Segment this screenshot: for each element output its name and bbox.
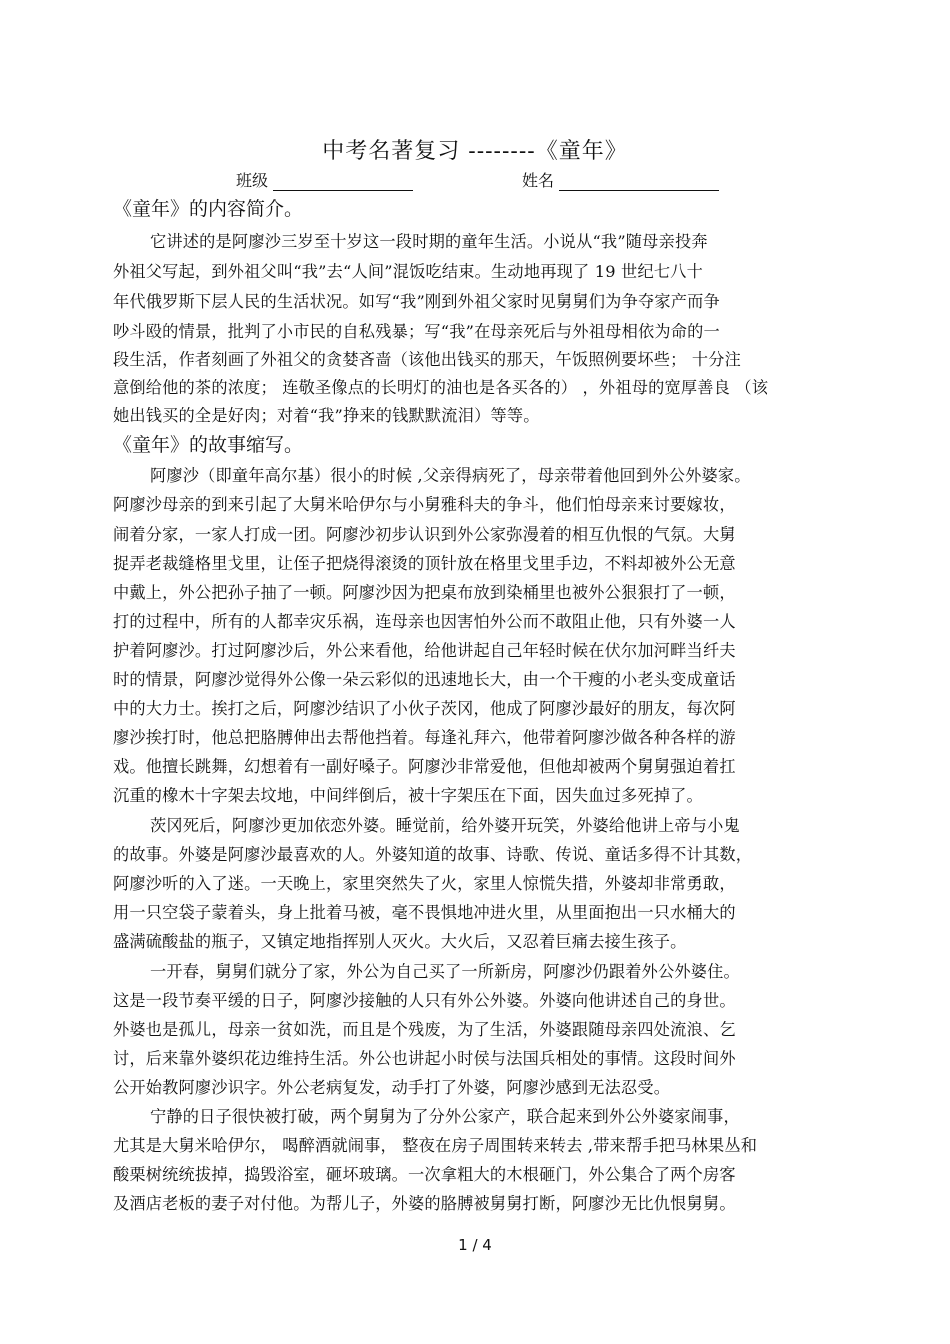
text-line: 尤其是大舅米哈伊尔， 喝醉酒就闹事， 整夜在房子周围转来转去 ,带来帮手把马林果丛和 xyxy=(113,1136,758,1155)
class-field xyxy=(236,168,413,191)
page-number: 1 / 4 xyxy=(458,1236,492,1254)
text-line: 中的大力士。挨打之后，阿廖沙结识了小伙子茨冈，他成了阿廖沙最好的朋友，每次阿 xyxy=(113,699,736,718)
text-line: 及酒店老板的妻子对付他。为帮儿子，外婆的胳膊被舅舅打断，阿廖沙无比仇恨舅舅。 xyxy=(113,1194,736,1213)
text-line: 沉重的橡木十字架去坟地，中间绊倒后，被十字架压在下面，因失血过多死掉了。 xyxy=(113,786,703,805)
text-line: 阿廖沙听的入了迷。一天晚上，家里突然失了火，家里人惊慌失措，外婆却非常勇敢， xyxy=(113,874,736,893)
text-line: 这是一段节奏平缓的日子，阿廖沙接触的人只有外公外婆。外婆向他讲述自己的身世。 xyxy=(113,991,736,1010)
text-line: 盛满硫酸盐的瓶子，又镇定地指挥别人灭火。大火后，又忍着巨痛去接生孩子。 xyxy=(113,932,687,951)
text-line: 宁静的日子很快被打破，两个舅舅为了分外公家产，联合起来到外公外婆家闹事， xyxy=(150,1107,740,1126)
text-line: 护着阿廖沙。打过阿廖沙后，外公来看他，给他讲起自己年轻时候在伏尔加河畔当纤夫 xyxy=(113,641,736,660)
text-line: 戏。他擅长跳舞，幻想着有一副好嗓子。阿廖沙非常爱他，但他却被两个舅舅强迫着扛 xyxy=(113,757,736,776)
text-line: 捉弄老裁缝格里戈里，让侄子把烧得滚烫的顶针放在格里戈里手边，不料却被外公无意 xyxy=(113,554,736,573)
text-line: 公开始教阿廖沙识字。外公老病复发，动手打了外婆，阿廖沙感到无法忍受。 xyxy=(113,1078,671,1097)
text-line: 讨，后来靠外婆织花边维持生活。外公也讲起小时侯与法国兵相处的事情。这段时间外 xyxy=(113,1049,736,1068)
page-title: 中考名著复习 --------《童年》 xyxy=(322,139,628,164)
text-line: 她出钱买的全是好肉；对着“我”挣来的钱默默流泪）等等。 xyxy=(113,406,540,425)
text-line: 吵斗殴的情景，批判了小市民的自私残暴；写“我”在母亲死后与外祖母相依为命的一 xyxy=(113,322,720,341)
text-line: 它讲述的是阿廖沙三岁至十岁这一段时期的童年生活。小说从“我”随母亲投奔 xyxy=(150,232,708,251)
text-line: 茨冈死后，阿廖沙更加依恋外婆。睡觉前，给外婆开玩笑，外婆给他讲上帝与小鬼 xyxy=(150,816,740,835)
name-blank[interactable] xyxy=(559,172,719,191)
text-line: 打的过程中，所有的人都幸灾乐祸，连母亲也因害怕外公而不敢阻止他，只有外婆一人 xyxy=(113,612,736,631)
text-line: 时的情景，阿廖沙觉得外公像一朵云彩似的迅速地长大，由一个干瘦的小老头变成童话 xyxy=(113,670,736,689)
text-line: 的故事。外婆是阿廖沙最喜欢的人。外婆知道的故事、诗歌、传说、童话多得不计其数， xyxy=(113,845,753,864)
text-line: 阿廖沙（即童年高尔基）很小的时候 ,父亲得病死了，母亲带着他回到外公外婆家。 xyxy=(150,466,751,485)
section-heading-summary: 《童年》的内容简介。 xyxy=(113,198,304,220)
text-line: 外祖父写起，到外祖父叫“我”去“人间”混饭吃结束。生动地再现了 19 世纪七八十 xyxy=(113,262,703,281)
name-label: 姓名 xyxy=(522,171,555,190)
text-line: 段生活，作者刻画了外祖父的贪婪吝啬（该他出钱买的那天，午饭照例要坏些； 十分注 xyxy=(113,350,742,369)
text-line: 酸栗树统统拔掉，捣毁浴室，砸坏玻璃。一次拿粗大的木根砸门，外公集合了两个房客 xyxy=(113,1165,736,1184)
text-line: 用一只空袋子蒙着头，身上批着马被，毫不畏惧地冲进火里，从里面抱出一只水桶大的 xyxy=(113,903,736,922)
name-field xyxy=(522,168,719,191)
section-heading-story: 《童年》的故事缩写。 xyxy=(113,434,304,456)
text-line: 意倒给他的茶的浓度； 连敬圣像点的长明灯的油也是各买各的） ，外祖母的宽厚善良 （该 xyxy=(113,378,769,397)
text-line: 阿廖沙母亲的到来引起了大舅米哈伊尔与小舅雅科夫的争斗，他们怕母亲来讨要嫁妆， xyxy=(113,495,736,514)
class-label: 班级 xyxy=(236,171,269,190)
text-line: 廖沙挨打时，他总把胳膊伸出去帮他挡着。每逢礼拜六，他带着阿廖沙做各种各样的游 xyxy=(113,728,736,747)
text-line: 年代俄罗斯下层人民的生活状况。如写“我”刚到外祖父家时见舅舅们为争夺家产而争 xyxy=(113,292,720,311)
text-line: 一开春，舅舅们就分了家，外公为自己买了一所新房，阿廖沙仍跟着外公外婆住。 xyxy=(150,962,740,981)
text-line: 外婆也是孤儿，母亲一贫如洗，而且是个残废，为了生活，外婆跟随母亲四处流浪、乞 xyxy=(113,1020,736,1039)
text-line: 闹着分家，一家人打成一团。阿廖沙初步认识到外公家弥漫着的相互仇恨的气氛。大舅 xyxy=(113,525,736,544)
class-blank[interactable] xyxy=(273,172,413,191)
text-line: 中戴上，外公把孙子抽了一顿。阿廖沙因为把桌布放到染桶里也被外公狠狠打了一顿， xyxy=(113,583,736,602)
